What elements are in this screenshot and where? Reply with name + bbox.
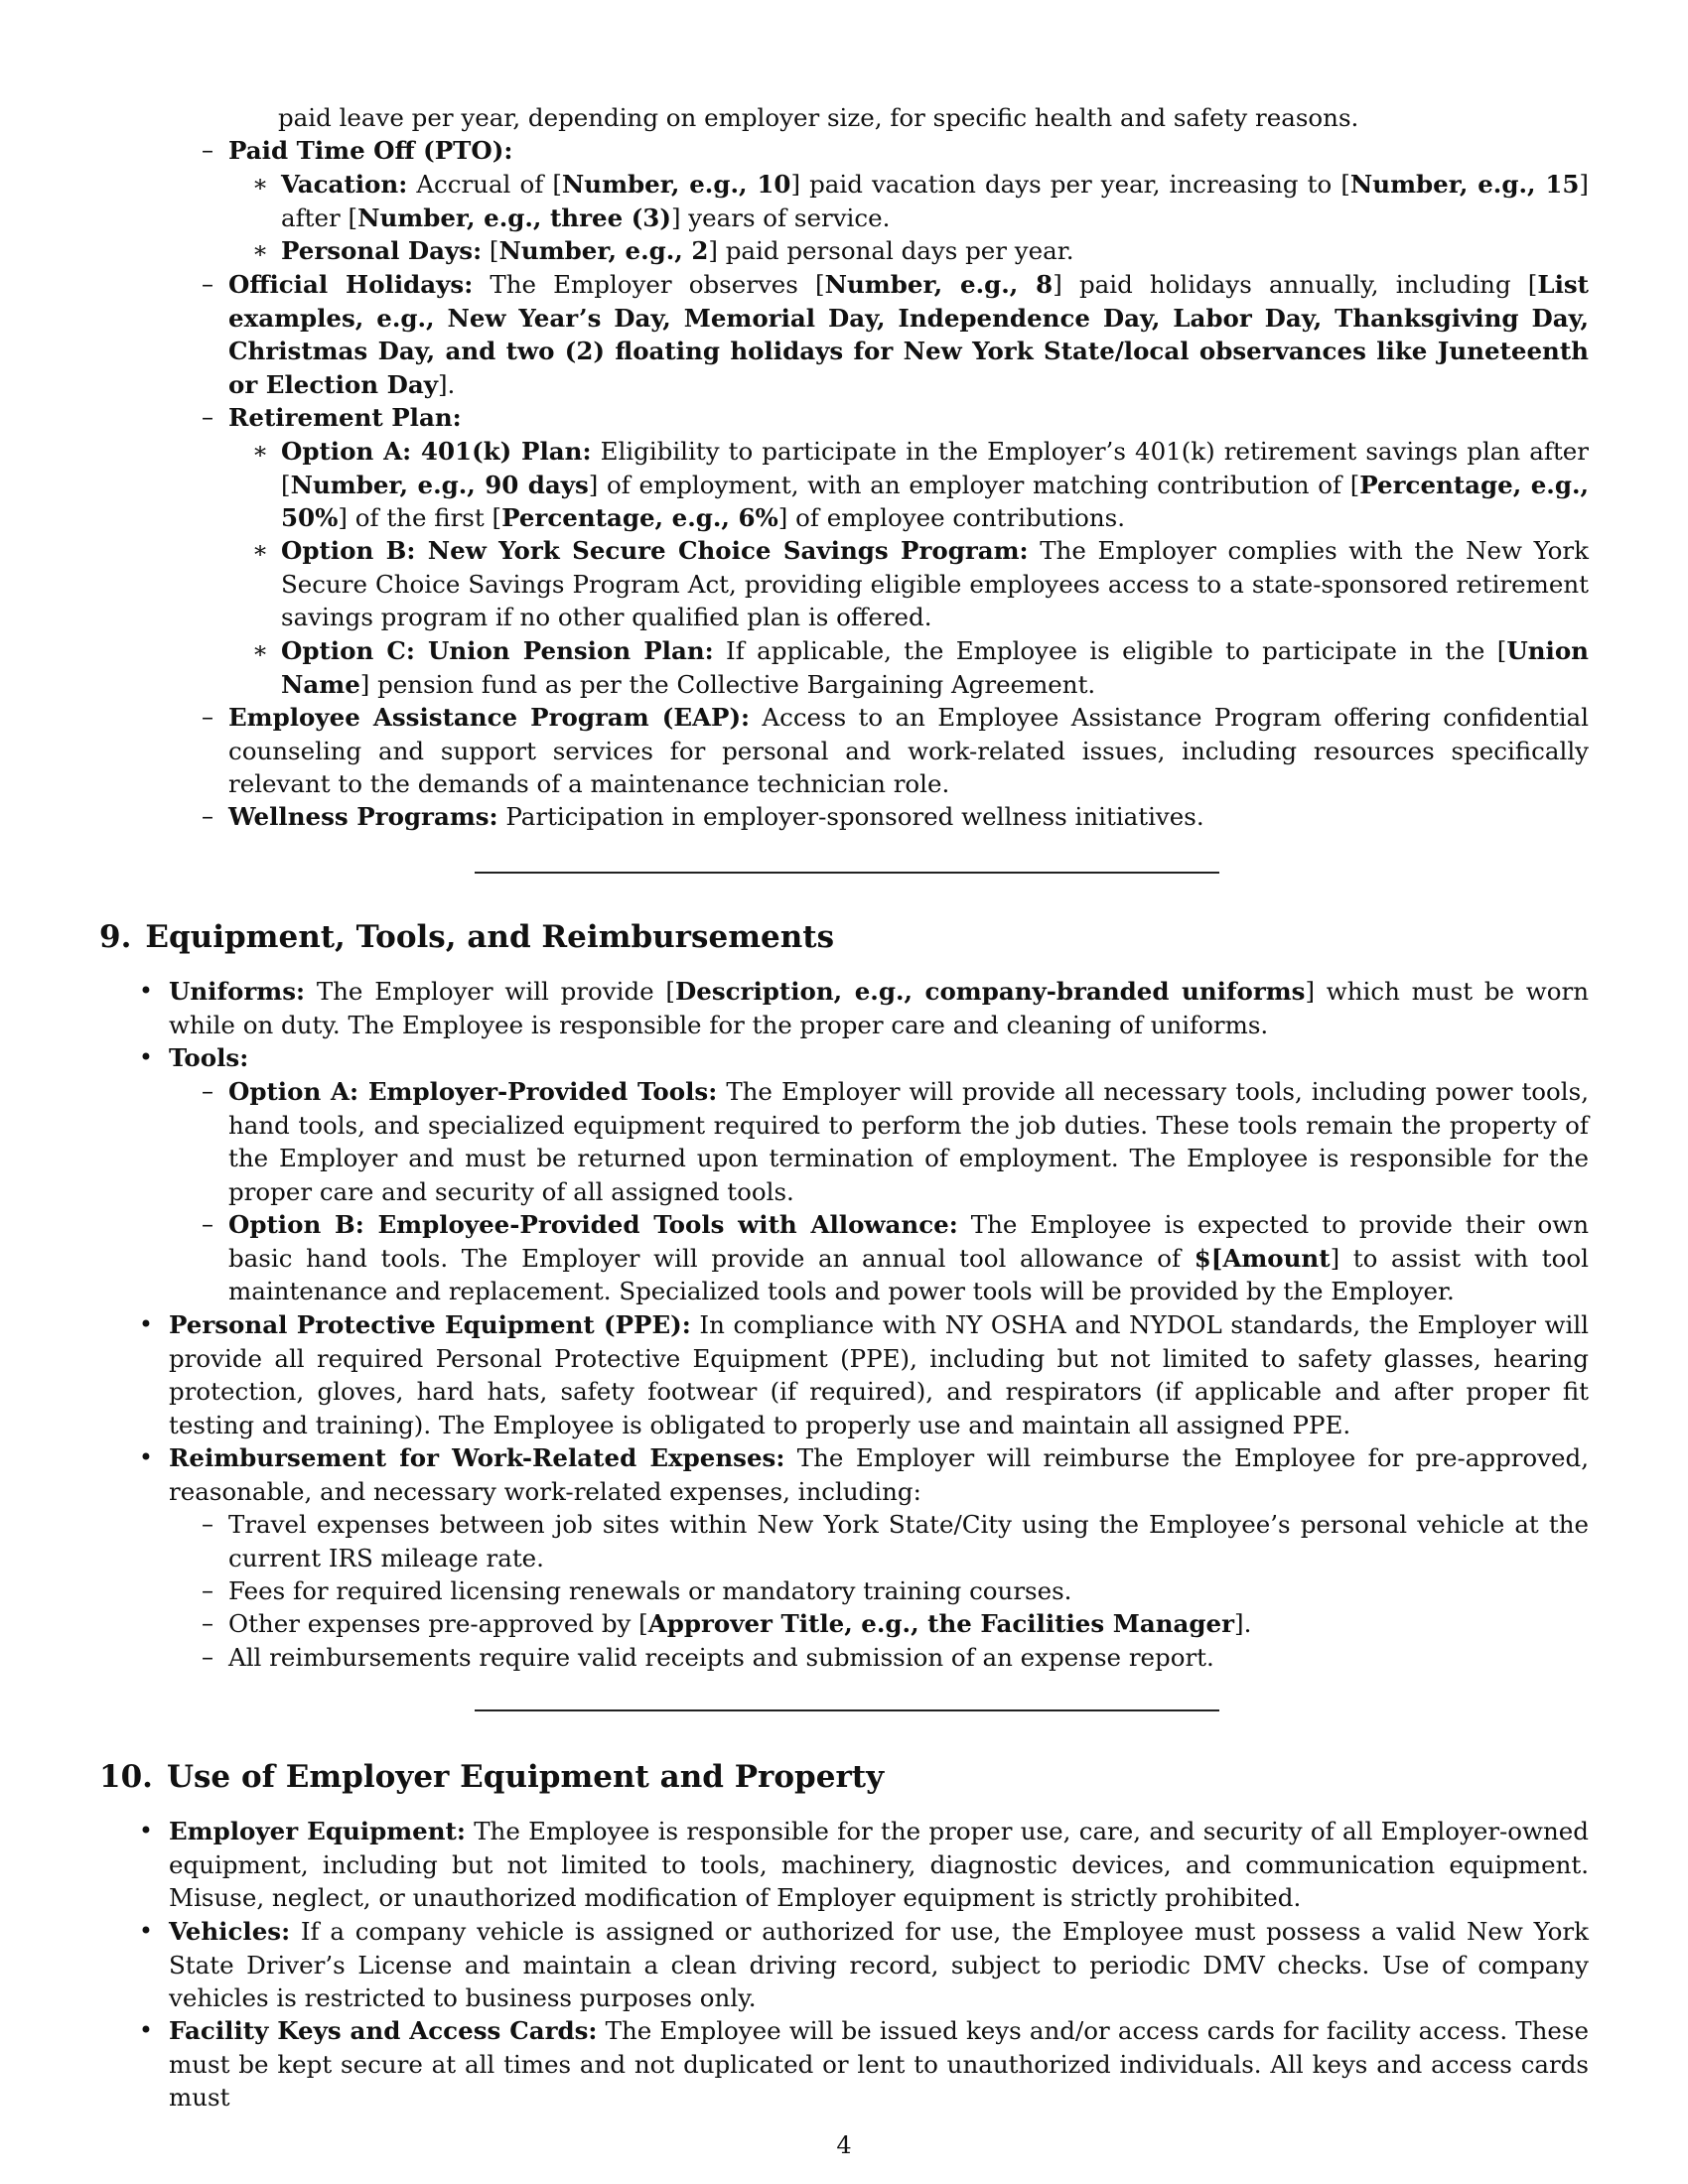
eap-item: Employee Assistance Program (EAP): Access to an Employee Assistance Program offering confidential counseling and support services for personal and work-related issues, including resources specifically relevant to the demands of a maintenance technician role. — [228, 703, 1589, 798]
dash-bullet: – — [202, 1077, 213, 1105]
dot-bullet: • — [138, 1310, 154, 1338]
vehicles-item: Vehicles: If a company vehicle is assigned or authorized for use, the Employee must possess a valid New York State Driver’s License and maintain a clean driving record, subject to periodic DMV checks. Use of company vehicles is restricted to business purposes only. — [169, 1917, 1589, 2012]
page-number: 4 — [836, 2131, 852, 2159]
holidays-item: Official Holidays: The Employer observes [Number, e.g., 8] paid holidays annually, including [List examples, e.g., New Year’s Day, Memorial Day, Independence Day, Labor Day, Thanksgiving Day, Christmas Day, and two (2) floating holidays for New York State/local observances like Juneteenth or Election Day]. — [228, 270, 1589, 399]
facility-keys-item: Facility Keys and Access Cards: The Employee will be issued keys and/or access cards for facility access. These must be kept secure at all times and not duplicated or lent to unauthorized individuals. All keys and access cards must — [169, 2016, 1589, 2112]
dash-bullet: – — [202, 1210, 213, 1238]
reimbursement-item: Reimbursement for Work-Related Expenses: The Employer will reimburse the Employee for pre-approved, reasonable, and necessary work-related expenses, including: — [169, 1443, 1589, 1506]
tools-option-a: Option A: Employer-Provided Tools: The Employer will provide all necessary tools, including power tools, hand tools, and specialized equipment required to perform the job duties. These tools remain the property of the Employer and must be returned upon termination of employment. The Employee is responsible for the proper care and security of all assigned tools. — [228, 1077, 1589, 1206]
dash-bullet: – — [202, 1643, 213, 1671]
pto-item: Paid Time Off (PTO): — [228, 136, 513, 165]
section-10-heading: 10. Use of Employer Equipment and Property — [99, 1759, 885, 1795]
dash-bullet: – — [202, 136, 213, 164]
dash-bullet: – — [202, 802, 213, 830]
tools-option-b: Option B: Employee-Provided Tools with Allowance: The Employee is expected to provide their own basic hand tools. The Employer will provide an annual tool allowance of $[Amount] to assist with tool maintenance and replacement. Specialized tools and power tools will be provided by the Employer. — [228, 1210, 1589, 1305]
star-bullet: ∗ — [251, 170, 269, 198]
reimbursement-travel: Travel expenses between job sites within New York State/City using the Employee’s personal vehicle at the current IRS mileage rate. — [228, 1510, 1589, 1572]
star-bullet: ∗ — [251, 236, 269, 264]
star-bullet: ∗ — [251, 536, 269, 564]
dot-bullet: • — [138, 1917, 154, 1945]
section-divider — [475, 1709, 1219, 1711]
personal-days-item: Personal Days: [Number, e.g., 2] paid personal days per year. — [281, 236, 1074, 265]
continuation-text: paid leave per year, depending on employer size, for specific health and safety reasons. — [278, 103, 1359, 132]
dot-bullet: • — [138, 1443, 154, 1471]
vacation-item: Vacation: Accrual of [Number, e.g., 10] paid vacation days per year, increasing to [Number, e.g., 15] after [Number, e.g., three (3)] years of service. — [281, 170, 1589, 232]
dot-bullet: • — [138, 2016, 154, 2044]
star-bullet: ∗ — [251, 437, 269, 465]
dot-bullet: • — [138, 977, 154, 1005]
reimbursement-fees: Fees for required licensing renewals or mandatory training courses. — [228, 1576, 1072, 1605]
uniforms-item: Uniforms: The Employer will provide [Description, e.g., company-branded uniforms] which must be worn while on duty. The Employee is responsible for the proper care and cleaning of uniforms. — [169, 977, 1590, 1039]
option-b-secure-choice: Option B: New York Secure Choice Savings Program: The Employer complies with the New York Secure Choice Savings Program Act, providing eligible employees access to a state-sponsored retirement savings program if no other qualified plan is offered. — [281, 536, 1589, 631]
dash-bullet: – — [202, 270, 213, 298]
dot-bullet: • — [138, 1817, 154, 1844]
reimbursement-other: Other expenses pre-approved by [Approver Title, e.g., the Facilities Manager]. — [228, 1609, 1252, 1638]
star-bullet: ∗ — [251, 636, 269, 664]
ppe-item: Personal Protective Equipment (PPE): In compliance with NY OSHA and NYDOL standards, the Employer will provide all required Personal Protective Equipment (PPE), including but not limited to safety glasses, hearing protection, gloves, hard hats, safety footwear (if required), and respirators (if applicable and after proper fit testing and training). The Employee is obligated to properly use and maintain all assigned PPE. — [169, 1310, 1589, 1439]
wellness-item: Wellness Programs: Participation in employer-sponsored wellness initiatives. — [228, 802, 1204, 831]
dash-bullet: – — [202, 403, 213, 431]
option-a-401k: Option A: 401(k) Plan: Eligibility to participate in the Employer’s 401(k) retirement savings plan after [Number, e.g., 90 days] of employment, with an employer matching contribution of [Percentage, e.g., 50%] of the first [Percentage, e.g., 6%] of employee contributions. — [281, 437, 1590, 532]
reimbursement-receipts: All reimbursements require valid receipts and submission of an expense report. — [228, 1643, 1214, 1672]
section-divider — [475, 872, 1219, 874]
option-c-union-pension: Option C: Union Pension Plan: If applicable, the Employee is eligible to participate in the [Union Name] pension fund as per the Collective Bargaining Agreement. — [281, 636, 1589, 699]
dash-bullet: – — [202, 1609, 213, 1637]
dot-bullet: • — [138, 1043, 154, 1071]
employer-equipment-item: Employer Equipment: The Employee is responsible for the proper use, care, and security of all Employer-owned equipment, including but not limited to tools, machinery, diagnostic devices, and communication equipment. Misuse, neglect, or unauthorized modification of Employer equipment is strictly prohibited. — [169, 1817, 1589, 1912]
retirement-item: Retirement Plan: — [228, 403, 462, 432]
dash-bullet: – — [202, 1576, 213, 1604]
dash-bullet: – — [202, 703, 213, 731]
dash-bullet: – — [202, 1510, 213, 1538]
tools-item: Tools: — [169, 1043, 249, 1072]
section-9-heading: 9. Equipment, Tools, and Reimbursements — [99, 919, 835, 955]
